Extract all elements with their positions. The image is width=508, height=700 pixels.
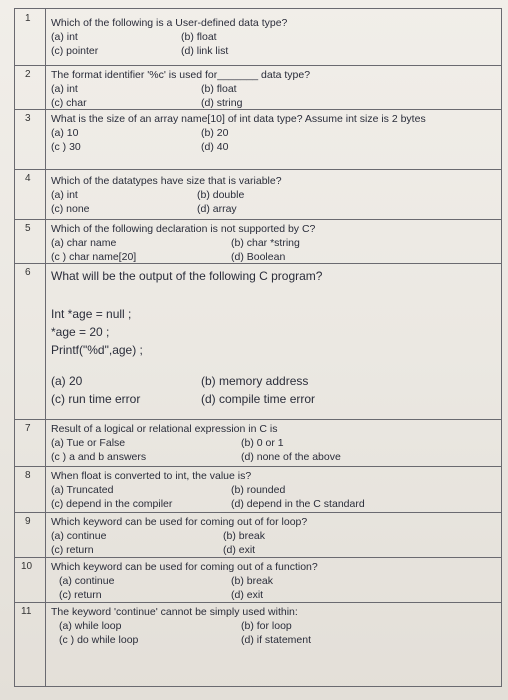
- question-number: 10: [21, 561, 33, 572]
- answer-option: (c) return: [51, 544, 94, 556]
- answer-option: (a) 10: [51, 127, 79, 139]
- answer-option: (d) compile time error: [201, 392, 316, 406]
- answer-option: (a) int: [51, 83, 78, 95]
- question-text: Which of the following declaration is not supported by C?: [51, 223, 316, 235]
- answer-option: (b) for loop: [241, 620, 292, 632]
- number-column-divider: [45, 9, 46, 686]
- answer-option: (a) Tue or False: [51, 437, 126, 449]
- answer-option: (b) char *string: [231, 237, 300, 249]
- answer-option: (a) int: [51, 31, 78, 43]
- row-divider: [15, 263, 501, 264]
- answer-option: (c ) a and b answers: [51, 451, 147, 463]
- question-text: Which of the following is a User-defined data type?: [51, 17, 288, 29]
- question-number: 11: [21, 606, 32, 617]
- answer-option: (d) if statement: [241, 634, 312, 646]
- answer-option: (b) rounded: [231, 484, 286, 496]
- question-number: 7: [25, 423, 31, 434]
- answer-option: (d) none of the above: [241, 451, 341, 463]
- answer-option: (a) continue: [59, 575, 115, 587]
- answer-option: (d) Boolean: [231, 251, 286, 263]
- answer-option: (b) float: [181, 31, 217, 43]
- answer-option: (b) memory address: [201, 374, 309, 388]
- answer-option: (d) exit: [223, 544, 256, 556]
- code-line: Int *age = null ;: [51, 307, 132, 321]
- row-divider: [15, 109, 501, 110]
- question-number: 4: [25, 173, 31, 184]
- question-text: Which keyword can be used for coming out of for loop?: [51, 516, 308, 528]
- question-number: 1: [25, 13, 31, 24]
- code-line: Printf("%d",age) ;: [51, 343, 143, 357]
- answer-option: (d) array: [197, 203, 237, 215]
- answer-option: (a) 20: [51, 374, 83, 388]
- answer-option: (c) run time error: [51, 392, 141, 406]
- answer-option: (d) exit: [231, 589, 264, 601]
- answer-option: (d) link list: [181, 45, 229, 57]
- question-number: 3: [25, 113, 31, 124]
- question-number: 6: [25, 267, 31, 278]
- row-divider: [15, 169, 501, 170]
- answer-option: (b) double: [197, 189, 245, 201]
- answer-option: (a) continue: [51, 530, 107, 542]
- answer-option: (c) none: [51, 203, 90, 215]
- answer-option: (c) return: [59, 589, 102, 601]
- question-number: 9: [25, 516, 31, 527]
- question-text: Which keyword can be used for coming out of a function?: [51, 561, 318, 573]
- question-table: [14, 8, 502, 687]
- answer-option: (d) depend in the C standard: [231, 498, 365, 510]
- question-text: Which of the datatypes have size that is variable?: [51, 175, 282, 187]
- answer-option: (a) char name: [51, 237, 117, 249]
- row-divider: [15, 602, 501, 603]
- answer-option: (b) break: [223, 530, 266, 542]
- question-text: What is the size of an array name[10] of int data type? Assume int size is 2 bytes: [51, 113, 426, 125]
- row-divider: [15, 512, 501, 513]
- answer-option: (c ) 30: [51, 141, 81, 153]
- question-number: 8: [25, 470, 31, 481]
- answer-option: (a) Truncated: [51, 484, 114, 496]
- row-divider: [15, 419, 501, 420]
- answer-option: (c ) do while loop: [59, 634, 139, 646]
- code-line: *age = 20 ;: [51, 325, 110, 339]
- answer-option: (c) depend in the compiler: [51, 498, 173, 510]
- answer-option: (b) 20: [201, 127, 229, 139]
- answer-option: (c) pointer: [51, 45, 99, 57]
- answer-option: (d) string: [201, 97, 243, 109]
- question-text: The format identifier '%c' is used for_______ data type?: [51, 69, 311, 81]
- answer-option: (b) 0 or 1: [241, 437, 284, 449]
- row-divider: [15, 466, 501, 467]
- answer-option: (c) char: [51, 97, 87, 109]
- row-divider: [15, 557, 501, 558]
- answer-option: (c ) char name[20]: [51, 251, 137, 263]
- answer-option: (b) break: [231, 575, 274, 587]
- question-text: Result of a logical or relational expression in C is: [51, 423, 278, 435]
- answer-option: (a) int: [51, 189, 78, 201]
- question-number: 5: [25, 223, 31, 234]
- answer-option: (b) float: [201, 83, 237, 95]
- answer-option: (a) while loop: [59, 620, 122, 632]
- question-text: When float is converted to int, the value is?: [51, 470, 252, 482]
- row-divider: [15, 219, 501, 220]
- question-text: The keyword 'continue' cannot be simply used within:: [51, 606, 298, 618]
- question-number: 2: [25, 69, 31, 80]
- row-divider: [15, 65, 501, 66]
- question-text: What will be the output of the following C program?: [51, 269, 323, 283]
- answer-option: (d) 40: [201, 141, 229, 153]
